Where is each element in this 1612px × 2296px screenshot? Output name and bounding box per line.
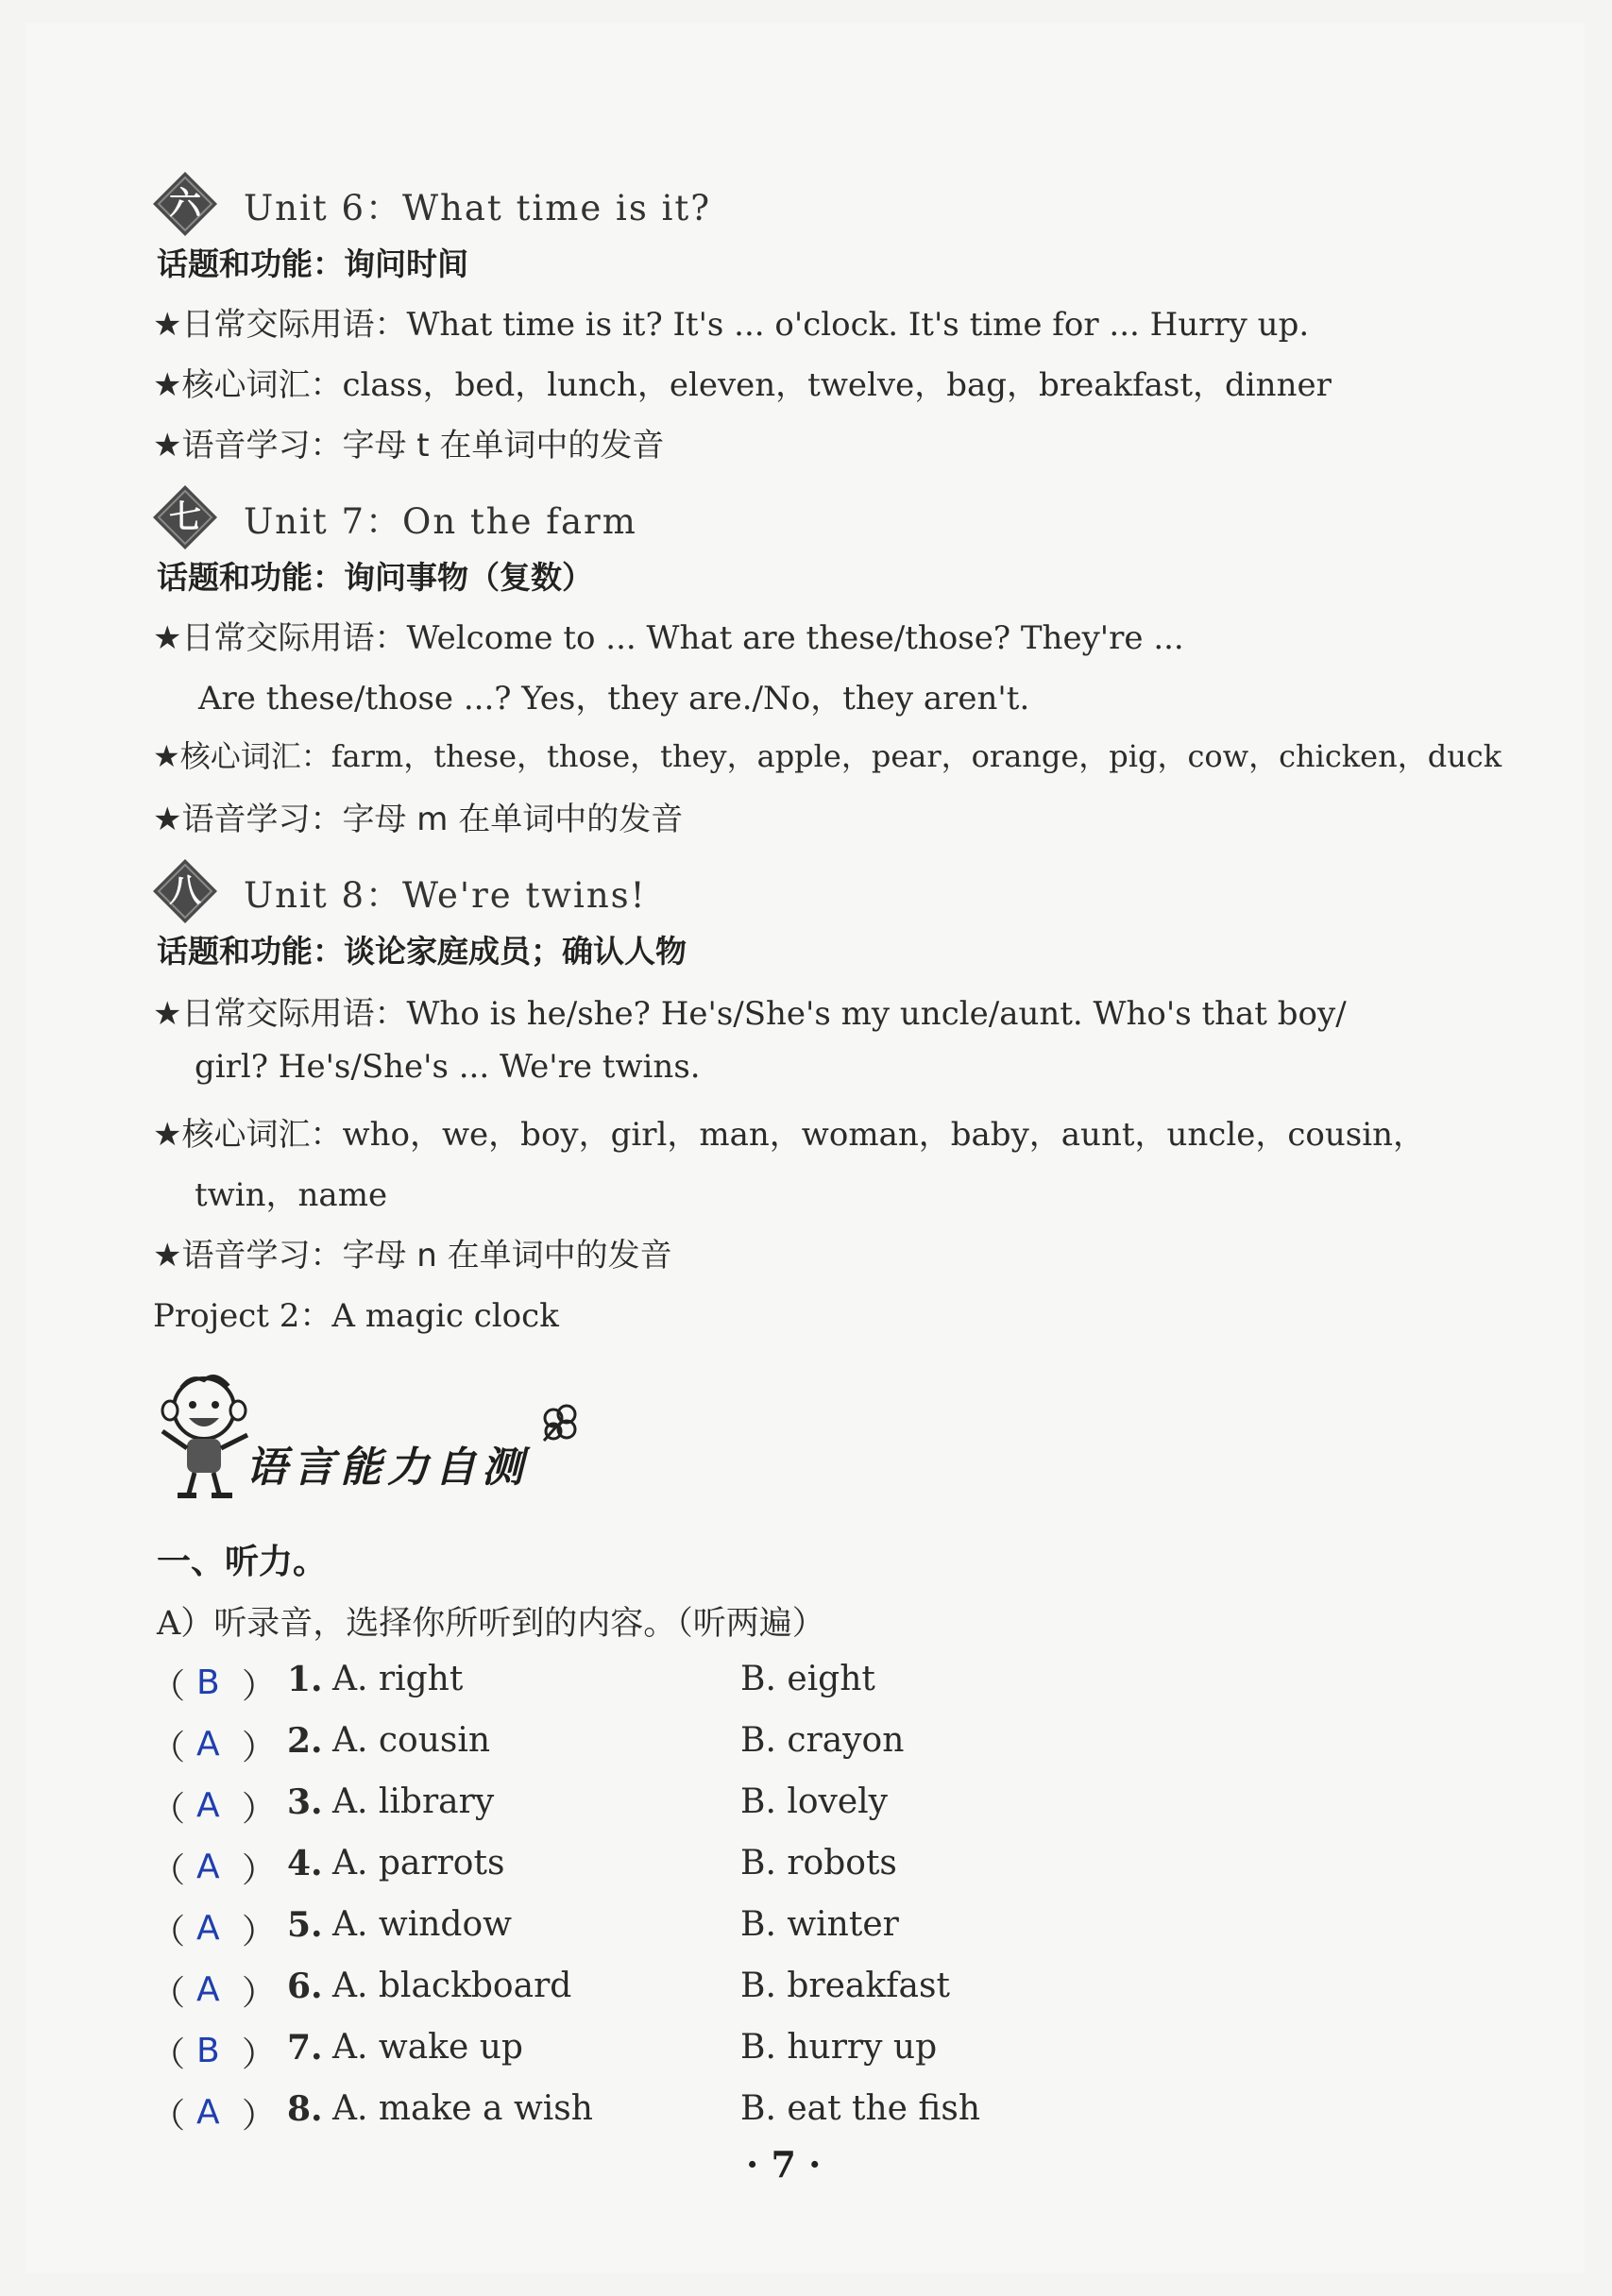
question-number: 6.	[287, 1967, 323, 2006]
answer-paren-open: （	[151, 1790, 186, 1829]
unit-7-vocab: ★核心词汇：farm，these，those，they，apple，pear，orange，pig，cow，chicken，duck	[153, 738, 1502, 774]
question-number: 7.	[287, 2028, 323, 2068]
answer-paren-open: （	[151, 1913, 186, 1951]
option-a: A. cousin	[332, 1721, 491, 1760]
answer-value: A	[196, 2093, 220, 2132]
question-number: 3.	[287, 1782, 323, 1822]
part-a-instruction: A）听录音，选择你所听到的内容。（听两遍）	[157, 1605, 825, 1643]
unit-6-title: Unit 6：What time is it?	[244, 188, 712, 228]
unit-8-topic: 话题和功能：谈论家庭成员；确认人物	[157, 933, 687, 970]
option-b: B. eight	[740, 1660, 875, 1698]
option-b: B. eat the fish	[740, 2089, 981, 2128]
answer-paren-open: （	[151, 1729, 186, 1767]
answer-value: A	[196, 1970, 220, 2009]
unit-7-expressions-cont: Are these/those ...? Yes，they are./No，they aren't.	[198, 680, 1030, 718]
answer-paren-close: ）	[242, 1790, 277, 1829]
section-listening-title: 一、听力。	[157, 1543, 328, 1581]
answer-paren-open: （	[151, 2035, 186, 2074]
answer-value: B	[196, 2032, 220, 2070]
option-b: B. winter	[740, 1905, 899, 1944]
option-b: B. breakfast	[740, 1967, 950, 2005]
unit-7-title: Unit 7：On the farm	[244, 501, 637, 542]
answer-paren-open: （	[151, 2097, 186, 2136]
question-number: 4.	[287, 1844, 323, 1883]
unit-8-vocab-cont: twin，name	[195, 1176, 388, 1214]
option-a: A. right	[332, 1660, 464, 1698]
option-b: B. lovely	[740, 1782, 889, 1821]
answer-paren-close: ）	[242, 1974, 277, 2013]
question-number: 8.	[287, 2089, 323, 2129]
option-a: A. parrots	[332, 1844, 505, 1882]
answer-value: B	[196, 1663, 220, 1702]
option-a: A. blackboard	[332, 1967, 572, 2005]
question-number: 5.	[287, 1905, 323, 1945]
answer-value: A	[196, 1725, 220, 1764]
unit-7-badge-label: 七	[169, 498, 201, 536]
answer-paren-close: ）	[242, 2097, 277, 2136]
self-test-heading: 语言能力自测	[246, 1443, 529, 1492]
unit-6-phonics: ★语音学习：字母 t 在单词中的发音	[153, 427, 665, 464]
option-b: B. hurry up	[740, 2028, 938, 2067]
unit-6-badge-label: 六	[169, 185, 201, 223]
project-title: Project 2：A magic clock	[153, 1297, 559, 1335]
unit-7-topic: 话题和功能：询问事物（复数）	[157, 559, 593, 596]
unit-7-expressions: ★日常交际用语：Welcome to ... What are these/those? They're ...	[153, 619, 1184, 657]
option-a: A. library	[332, 1782, 495, 1821]
page-number: · 7 ·	[746, 2143, 822, 2186]
answer-paren-close: ）	[242, 1913, 277, 1951]
question-number: 2.	[287, 1721, 323, 1761]
flower-icon	[536, 1403, 584, 1444]
option-a: A. wake up	[332, 2028, 523, 2067]
unit-8-expressions: ★日常交际用语：Who is he/she? He's/She's my uncle/aunt. Who's that boy/	[153, 995, 1347, 1033]
option-a: A. window	[332, 1905, 512, 1944]
option-b: B. robots	[740, 1844, 897, 1882]
answer-paren-close: ）	[242, 1851, 277, 1890]
option-b: B. crayon	[740, 1721, 905, 1760]
answer-value: A	[196, 1909, 220, 1948]
answer-paren-open: （	[151, 1667, 186, 1706]
answer-paren-open: （	[151, 1851, 186, 1890]
answer-paren-open: （	[151, 1974, 186, 2013]
answer-paren-close: ）	[242, 1667, 277, 1706]
unit-8-title: Unit 8：We're twins!	[244, 875, 647, 916]
answer-value: A	[196, 1848, 220, 1886]
answer-paren-close: ）	[242, 1729, 277, 1767]
question-number: 1.	[287, 1660, 323, 1699]
answer-paren-close: ）	[242, 2035, 277, 2074]
unit-8-expressions-cont: girl? He's/She's ... We're twins.	[195, 1048, 701, 1086]
unit-6-vocab: ★核心词汇：class，bed，lunch，eleven，twelve，bag，breakfast，dinner	[153, 366, 1332, 404]
unit-6-topic: 话题和功能：询问时间	[157, 245, 468, 282]
unit-6-expressions: ★日常交际用语：What time is it? It's ... o'clock. It's time for ... Hurry up.	[153, 306, 1310, 344]
option-a: A. make a wish	[332, 2089, 593, 2128]
answer-value: A	[196, 1786, 220, 1825]
unit-7-phonics: ★语音学习：字母 m 在单词中的发音	[153, 801, 684, 838]
unit-8-phonics: ★语音学习：字母 n 在单词中的发音	[153, 1237, 672, 1275]
unit-8-vocab: ★核心词汇：who，we，boy，girl，man，woman，baby，aunt，uncle，cousin，	[153, 1116, 1425, 1154]
unit-8-badge-label: 八	[169, 872, 201, 910]
